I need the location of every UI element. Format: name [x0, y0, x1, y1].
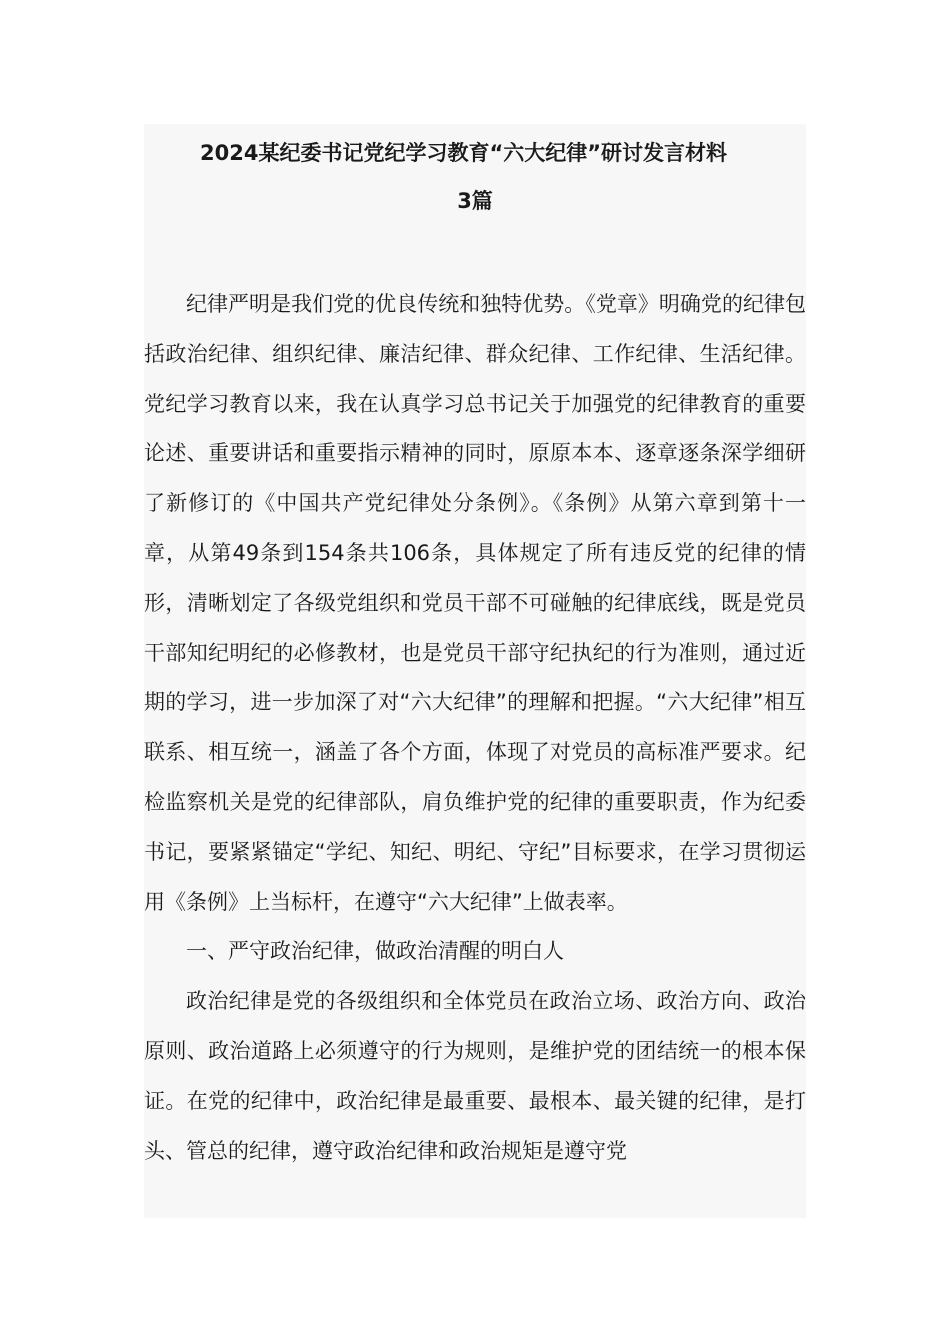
document-page [144, 124, 806, 1218]
document-title-count: 3篇 [457, 189, 493, 213]
document-body [144, 280, 806, 1176]
paragraph-intro: 纪律严明是我们党的优良传统和独特优势。《党章》明确党的纪律包括政治纪律、组织纪律、廉洁纪律、群众纪律、工作纪律、生活纪律。党纪学习教育以来，我在认真学习总书记关于加强党的纪律教育的重要论述、重要讲话和重要指示精神的同时，原原本本、逐章逐条深学细研了新修订的《中国共产党纪律处分条例》。《条例》从第六章到第十一章，从第49条到154条共106条，具体规定了所有违反党的纪律的情形，清晰划定了各级党组织和党员干部不可碰触的纪律底线，既是党员干部知纪明纪的必修教材，也是党员干部守纪执纪的行为准则，通过近期的学习，进一步加深了对“六大纪律”的理解和把握。“六大纪律”相互联系、相互统一，涵盖了各个方面，体现了对党员的高标准严要求。纪检监察机关是党的纪律部队，肩负维护党的纪律的重要职责，作为纪委书记，要紧紧锚定“学纪、知纪、明纪、守纪”目标要求，在学习贯彻运用《条例》上当标杆，在遵守“六大纪律”上做表率。 [144, 292, 806, 914]
section-heading-political-discipline: 一、严守政治纪律，做政治清醒的明白人 [186, 939, 564, 964]
document-title: 2024某纪委书记党纪学习教育“六大纪律”研讨发言材料 [200, 141, 728, 165]
paragraph-political-discipline: 政治纪律是党的各级组织和全体党员在政治立场、政治方向、政治原则、政治道路上必须遵守的行为规则，是维护党的团结统一的根本保证。在党的纪律中，政治纪律是最重要、最根本、最关键的纪律，是打头、管总的纪律，遵守政治纪律和政治规矩是遵守党 [144, 989, 806, 1163]
